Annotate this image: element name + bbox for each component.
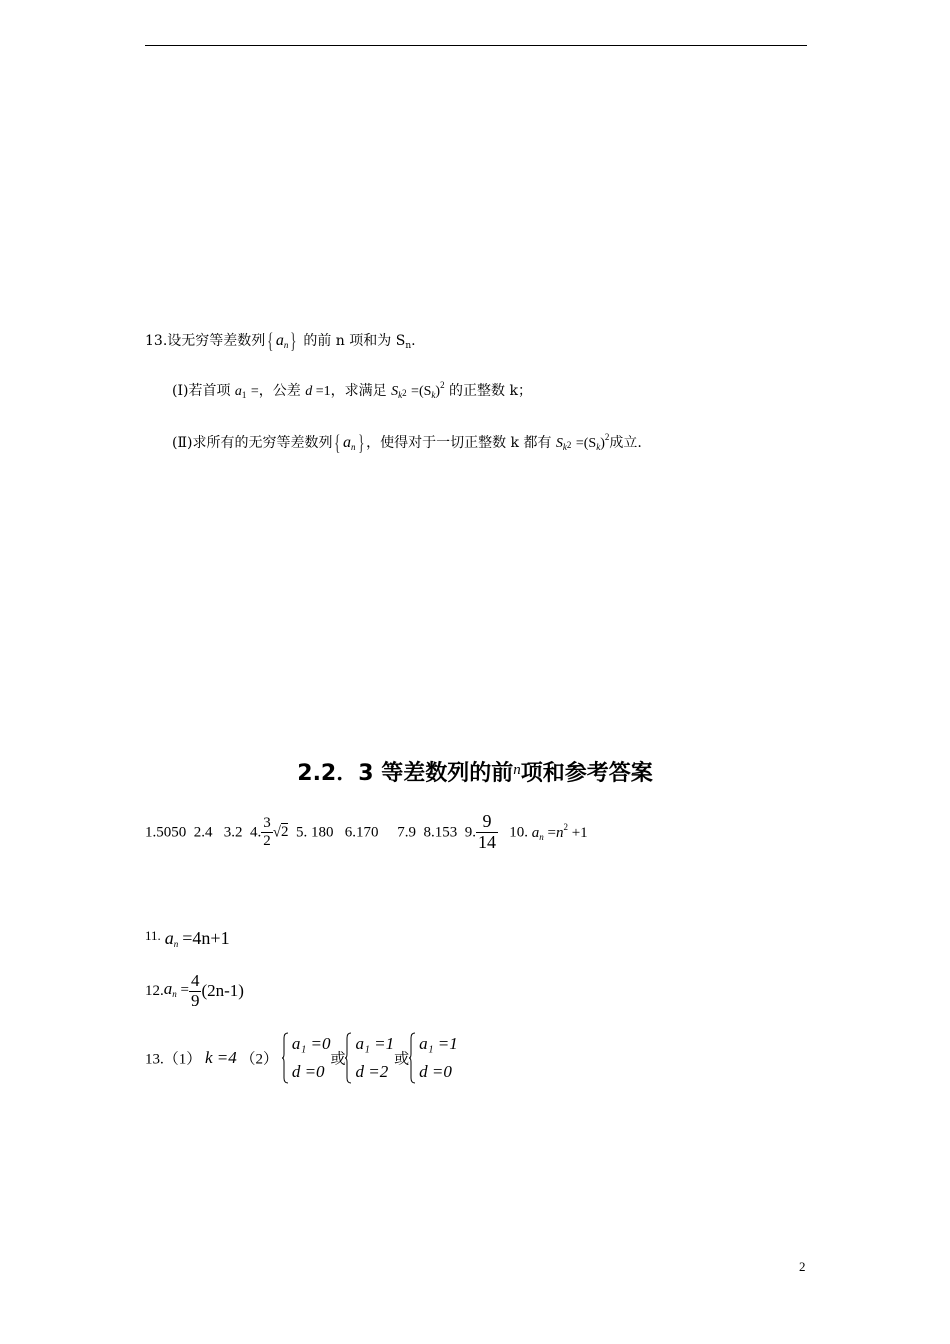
answer4-fraction: $\frac{3}{2}$ xyxy=(263,815,271,849)
answer13-system-2: a₁ =1 d =2 xyxy=(345,1030,394,1086)
answers-line-1: 1.5050 2.4 3.2 4. $\frac{3}{2}$ √2 5. 180 6.170 7.9 8.153 9. $\frac{9}{14}$ 10. $a_n =n^2 +1$ xyxy=(145,811,588,852)
answer9-fraction: $\frac{9}{14}$ xyxy=(477,811,496,852)
problem13-part2: (Ⅱ)求所有的无穷等差数列{ $a_n$} ，使得对于一切正整数 k 都有 $S_k2 =(S_k)^2$成立. xyxy=(172,430,642,455)
problem13-stem: 13.设无穷等差数列{ $a_n$} 的前 n 项和为 $S_n$. xyxy=(145,328,416,353)
answer13-system-3: a₁ =1 d =0 xyxy=(409,1030,458,1086)
answers-title: 2.2．3 等差数列的前$^n$项和参考答案 xyxy=(297,761,653,786)
answer-12: $12.a_n$ = $\frac{4}{9}$ (2n-1) xyxy=(145,971,244,1010)
answer13-system-1: a₁ =0 d =0 xyxy=(282,1030,331,1086)
header-rule xyxy=(145,45,807,46)
answer-13: 13.（1） k =4 （2） a₁ =0 d =0 或 a₁ =1 d =2 或 a₁ =1 d =0 xyxy=(145,1030,458,1086)
answer12-fraction: $\frac{4}{9}$ xyxy=(190,971,200,1010)
page-number: 2 xyxy=(799,1259,806,1274)
problem13-part1: (Ⅰ)若首项 $a_1$ =，公差 d =1，求满足 $S_k2 =(S_k)^2$ 的正整数 k； xyxy=(172,380,532,400)
answer-11: $^{11.}$ $a_n =4n+1$ xyxy=(145,928,230,949)
